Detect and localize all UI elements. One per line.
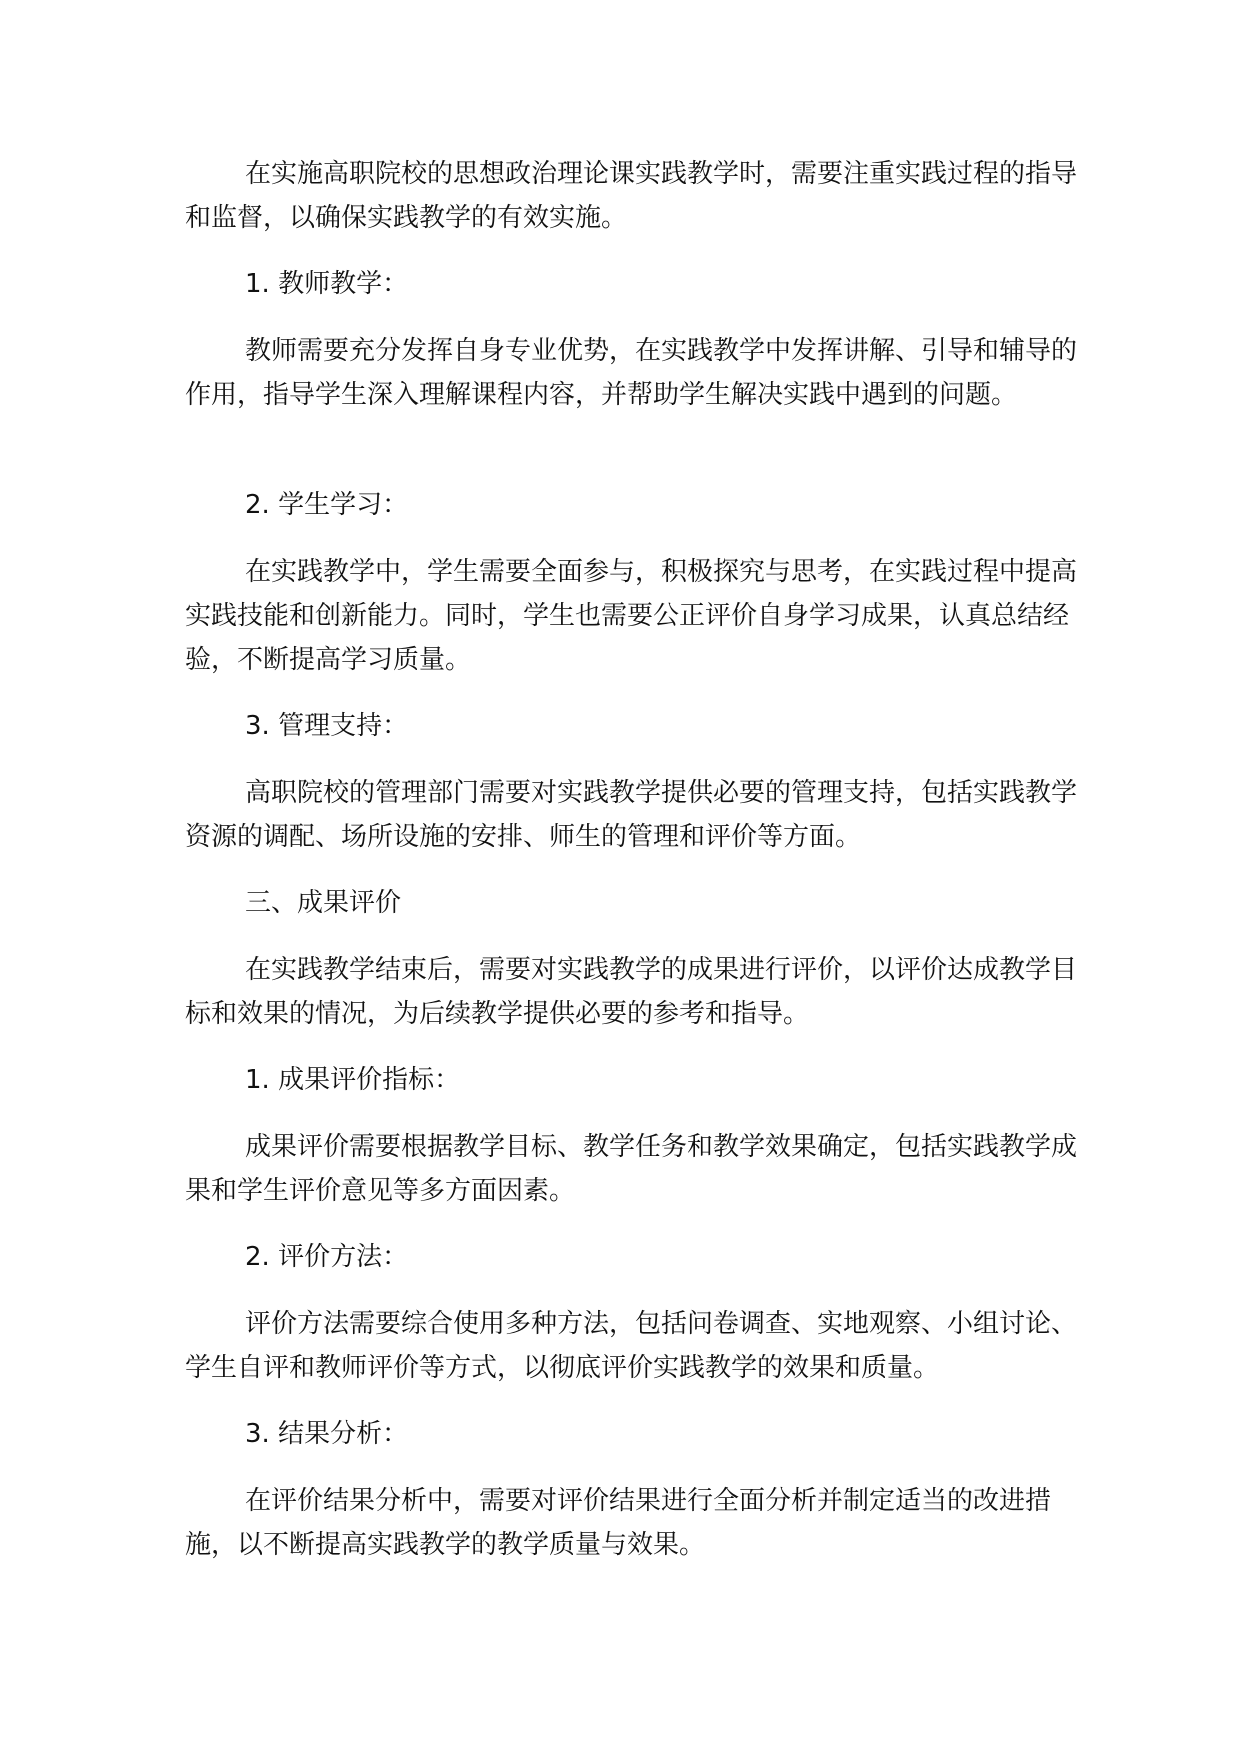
heading-result-analysis: 3. 结果分析： [245,1419,409,1449]
heading-student-learning: 2. 学生学习： [245,490,409,520]
section-heading-outcome-evaluation: 三、成果评价 [245,888,402,918]
heading-evaluation-methods: 2. 评价方法： [245,1242,409,1272]
paragraph-result-analysis: 在评价结果分析中，需要对评价结果进行全面分析并制定适当的改进措施，以不断提高实践教学的教学质量与效果。 [185,1486,1052,1560]
paragraph-evaluation-indicators: 成果评价需要根据教学目标、教学任务和教学效果确定，包括实践教学成果和学生评价意见等多方面因素。 [185,1132,1078,1206]
paragraph-outcome-evaluation: 在实践教学结束后，需要对实践教学的成果进行评价，以评价达成教学目标和效果的情况，为后续教学提供必要的参考和指导。 [185,955,1078,1029]
paragraph-intro: 在实施高职院校的思想政治理论课实践教学时，需要注重实践过程的指导和监督，以确保实践教学的有效实施。 [185,159,1078,233]
heading-teacher-teaching: 1. 教师教学： [245,269,409,299]
paragraph-teacher-teaching: 教师需要充分发挥自身专业优势，在实践教学中发挥讲解、引导和辅导的作用，指导学生深入理解课程内容，并帮助学生解决实践中遇到的问题。 [185,336,1078,410]
paragraph-management-support: 高职院校的管理部门需要对实践教学提供必要的管理支持，包括实践教学资源的调配、场所设施的安排、师生的管理和评价等方面。 [185,778,1078,852]
heading-evaluation-indicators: 1. 成果评价指标： [245,1065,461,1095]
paragraph-student-learning: 在实践教学中，学生需要全面参与，积极探究与思考，在实践过程中提高实践技能和创新能力。同时，学生也需要公正评价自身学习成果，认真总结经验，不断提高学习质量。 [185,557,1078,675]
paragraph-evaluation-methods: 评价方法需要综合使用多种方法，包括问卷调查、实地观察、小组讨论、学生自评和教师评价等方式，以彻底评价实践教学的效果和质量。 [185,1309,1078,1383]
heading-management-support: 3. 管理支持： [245,711,409,741]
